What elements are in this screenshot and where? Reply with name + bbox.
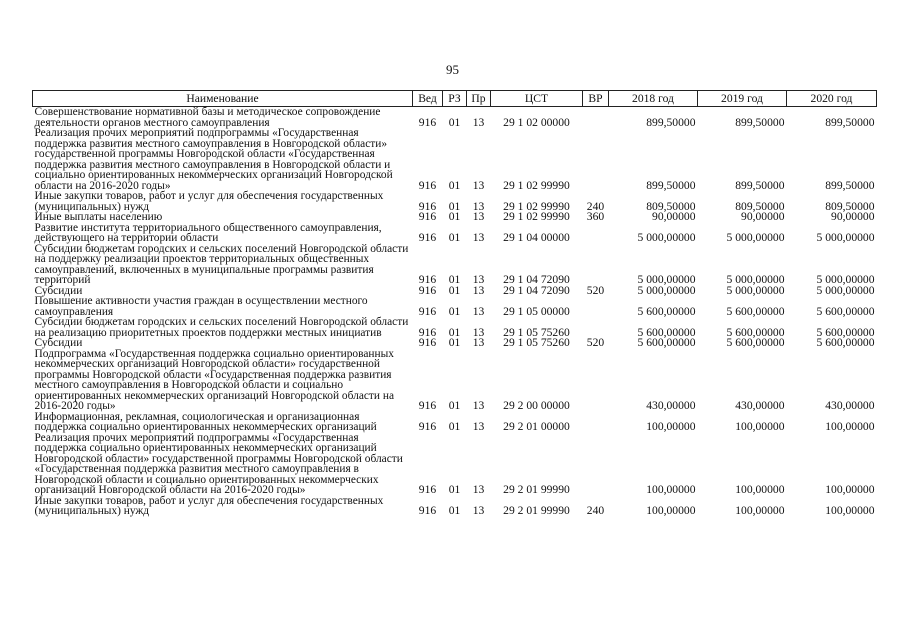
table-row (33, 317, 877, 338)
table-header-row (33, 91, 877, 107)
row-pr: 13 (472, 115, 485, 129)
row-2018: 809,50000 (646, 199, 696, 213)
row-vr (583, 317, 609, 338)
row-cst: 29 1 02 99990 (503, 199, 570, 213)
row-name: Информационная, рекламная, социологическая и организационная поддержка социально ориентированных некоммерческих организаций (34, 410, 377, 433)
row-name: Субсидии (34, 337, 83, 349)
row-rz: 01 (448, 483, 461, 496)
table-row (33, 412, 877, 433)
row-pr: 13 (472, 283, 485, 297)
row-pr: 13 (472, 420, 485, 433)
row-ved: 916 (418, 210, 437, 223)
row-ved: 916 (418, 304, 437, 318)
row-2018: 5 000,00000 (637, 273, 696, 286)
row-2020: 430,00000 (825, 399, 875, 412)
row-rz: 01 (448, 273, 461, 286)
table-row (33, 296, 877, 317)
row-vr (583, 244, 609, 286)
row-pr: 13 (472, 399, 485, 412)
row-cst: 29 1 04 72090 (503, 273, 570, 286)
row-vr (583, 296, 609, 317)
row-vr (583, 433, 609, 496)
row-2020: 5 000,00000 (816, 283, 875, 297)
row-rz: 01 (448, 115, 461, 129)
row-rz: 01 (448, 325, 461, 339)
row-rz: 01 (448, 304, 461, 318)
row-name: Субсидии (34, 284, 83, 297)
row-ved: 916 (418, 420, 437, 433)
table-row (33, 107, 877, 129)
row-2020: 5 000,00000 (816, 273, 875, 286)
row-2020: 899,50000 (825, 178, 875, 192)
row-2019: 100,00000 (735, 504, 785, 517)
row-2020: 5 600,00000 (816, 336, 875, 349)
table-row (33, 223, 877, 244)
row-pr: 13 (472, 304, 485, 318)
row-rz: 01 (448, 199, 461, 213)
row-rz: 01 (448, 399, 461, 412)
row-2019: 5 600,00000 (726, 336, 785, 349)
row-name: Субсидии бюджетам городских и сельских поселений Новгородской области на поддержку реализации проектов территориальных общественных самоуправлений, включенных в муниципальные программы развития территорий (34, 242, 409, 286)
header-vr: ВР (583, 91, 609, 107)
row-rz: 01 (448, 231, 461, 244)
row-cst: 29 1 04 00000 (503, 231, 570, 244)
row-vr: 240 (586, 199, 605, 213)
row-pr: 13 (472, 199, 485, 213)
row-2019: 809,50000 (735, 199, 785, 213)
row-ved: 916 (418, 283, 437, 297)
row-2018: 5 000,00000 (637, 231, 696, 244)
budget-table (32, 90, 877, 517)
header-ved: Вед (413, 91, 443, 107)
header-2020: 2020 год (787, 91, 877, 107)
row-name: Реализация прочих мероприятий подпрограммы «Государственная поддержка социально ориентированных некоммерческих организаций Новгородской области» государственной программы Новгородской области «Государственная поддержка развития местного самоуправления в Новгородской области и социально ориентированных некоммерческих организаций Новгородской области на 2016-2020 годы» (34, 431, 403, 496)
header-2018: 2018 год (609, 91, 698, 107)
row-cst: 29 2 01 99990 (503, 483, 570, 496)
row-pr: 13 (472, 231, 485, 244)
row-rz: 01 (448, 336, 461, 349)
row-name: Подпрограмма «Государственная поддержка социально ориентированных некоммерческих организаций Новгородской области» государственной программы Новгородской области «Государственная поддержка развития местного самоуправления в Новгородской области и социально ориентированных некоммерческих организаций Новгородской области на 2016-2020 годы» (34, 347, 395, 412)
row-name: Повышение активности участия граждан в осуществлении местного самоуправления (34, 295, 368, 318)
row-ved: 916 (418, 483, 437, 496)
row-cst: 29 1 02 99990 (503, 178, 570, 192)
header-cst: ЦСТ (491, 91, 583, 107)
row-cst: 29 2 00 00000 (503, 399, 570, 412)
row-2020: 5 600,00000 (816, 304, 875, 318)
row-2020: 809,50000 (825, 199, 875, 213)
row-2018: 90,00000 (652, 210, 696, 223)
row-2018: 899,50000 (646, 178, 696, 192)
row-cst: 29 1 02 00000 (503, 115, 570, 129)
row-ved: 916 (418, 504, 437, 517)
row-ved: 916 (418, 325, 437, 339)
row-ved: 916 (418, 115, 437, 129)
row-2020: 899,50000 (825, 115, 875, 129)
row-cst: 29 1 02 99990 (503, 210, 570, 223)
header-name: Наименование (33, 91, 413, 107)
row-ved: 916 (418, 399, 437, 412)
row-2020: 5 600,00000 (816, 325, 875, 339)
row-2020: 100,00000 (825, 483, 875, 496)
row-2019: 5 600,00000 (726, 325, 785, 339)
row-vr (583, 412, 609, 433)
row-2018: 100,00000 (646, 420, 696, 433)
row-rz: 01 (448, 283, 461, 297)
row-vr (583, 223, 609, 244)
row-pr: 13 (472, 504, 485, 517)
row-vr (583, 128, 609, 191)
row-2019: 5 000,00000 (726, 273, 785, 286)
row-rz: 01 (448, 504, 461, 517)
row-2018: 899,50000 (646, 115, 696, 129)
row-ved: 916 (418, 199, 437, 213)
row-name: Реализация прочих мероприятий подпрограммы «Государственная поддержка развития местного самоуправления в Новгородской области» государственной программы Новгородской области «Государственная поддержка развития местного самоуправления в Новгородской области и социально ориентированных некоммерческих организаций Новгородской области на 2016-2020 годы» (34, 127, 393, 192)
row-name: Иные закупки товаров, работ и услуг для обеспечения государственных (муниципальных) нужд (34, 190, 384, 213)
row-ved: 916 (418, 231, 437, 244)
row-2019: 5 000,00000 (726, 231, 785, 244)
row-rz: 01 (448, 210, 461, 223)
row-cst: 29 1 05 00000 (503, 304, 570, 318)
row-name: Совершенствование нормативной базы и методическое сопровождение деятельности органов местного самоуправления (34, 106, 381, 129)
row-name: Иные выплаты населению (34, 211, 163, 223)
row-vr (583, 107, 609, 129)
row-cst: 29 2 01 00000 (503, 420, 570, 433)
row-name: Иные закупки товаров, работ и услуг для обеспечения государственных (муниципальных) нужд (34, 494, 384, 517)
row-cst: 29 2 01 99990 (503, 504, 570, 517)
table-row (33, 128, 877, 191)
row-pr: 13 (472, 325, 485, 339)
row-cst: 29 1 05 75260 (503, 336, 570, 349)
table-row (33, 338, 877, 349)
table-row (33, 349, 877, 412)
row-cst: 29 1 04 72090 (503, 283, 570, 297)
row-2020: 100,00000 (825, 504, 875, 517)
row-2018: 5 600,00000 (637, 325, 696, 339)
row-pr: 13 (472, 483, 485, 496)
header-rz: РЗ (443, 91, 467, 107)
row-2019: 5 600,00000 (726, 304, 785, 318)
row-name: Развитие института территориального общественного самоуправления, действующего на территории области (34, 221, 382, 244)
table-row (33, 212, 877, 223)
table-row (33, 433, 877, 496)
row-2019: 100,00000 (735, 420, 785, 433)
row-2018: 5 600,00000 (637, 304, 696, 318)
table-row (33, 496, 877, 517)
row-ved: 916 (418, 336, 437, 349)
row-pr: 13 (472, 210, 485, 223)
row-2019: 430,00000 (735, 399, 785, 412)
row-ved: 916 (418, 273, 437, 286)
row-rz: 01 (448, 420, 461, 433)
row-2019: 899,50000 (735, 115, 785, 129)
row-2018: 100,00000 (646, 504, 696, 517)
row-vr: 520 (586, 336, 605, 349)
row-2019: 899,50000 (735, 178, 785, 192)
row-2020: 100,00000 (825, 420, 875, 433)
row-2018: 430,00000 (646, 399, 696, 412)
row-2018: 5 600,00000 (637, 336, 696, 349)
row-vr: 240 (586, 504, 605, 517)
row-2018: 5 000,00000 (637, 283, 696, 297)
table-row (33, 244, 877, 286)
row-cst: 29 1 05 75260 (503, 325, 570, 339)
row-vr (583, 349, 609, 412)
row-vr: 520 (586, 283, 605, 297)
page-number: 95 (446, 62, 459, 77)
row-2018: 100,00000 (646, 483, 696, 496)
row-2020: 5 000,00000 (816, 231, 875, 244)
row-2019: 100,00000 (735, 483, 785, 496)
row-vr: 360 (586, 210, 605, 223)
row-2019: 5 000,00000 (726, 283, 785, 297)
row-pr: 13 (472, 178, 485, 192)
header-pr: Пр (467, 91, 491, 107)
header-2019: 2019 год (698, 91, 787, 107)
row-name: Субсидии бюджетам городских и сельских поселений Новгородской области на реализацию приоритетных проектов поддержки местных инициатив (34, 316, 409, 339)
table-row (33, 191, 877, 212)
row-pr: 13 (472, 336, 485, 349)
row-2019: 90,00000 (741, 210, 785, 223)
row-2020: 90,00000 (831, 210, 875, 223)
row-pr: 13 (472, 273, 485, 286)
row-ved: 916 (418, 178, 437, 192)
row-rz: 01 (448, 178, 461, 192)
